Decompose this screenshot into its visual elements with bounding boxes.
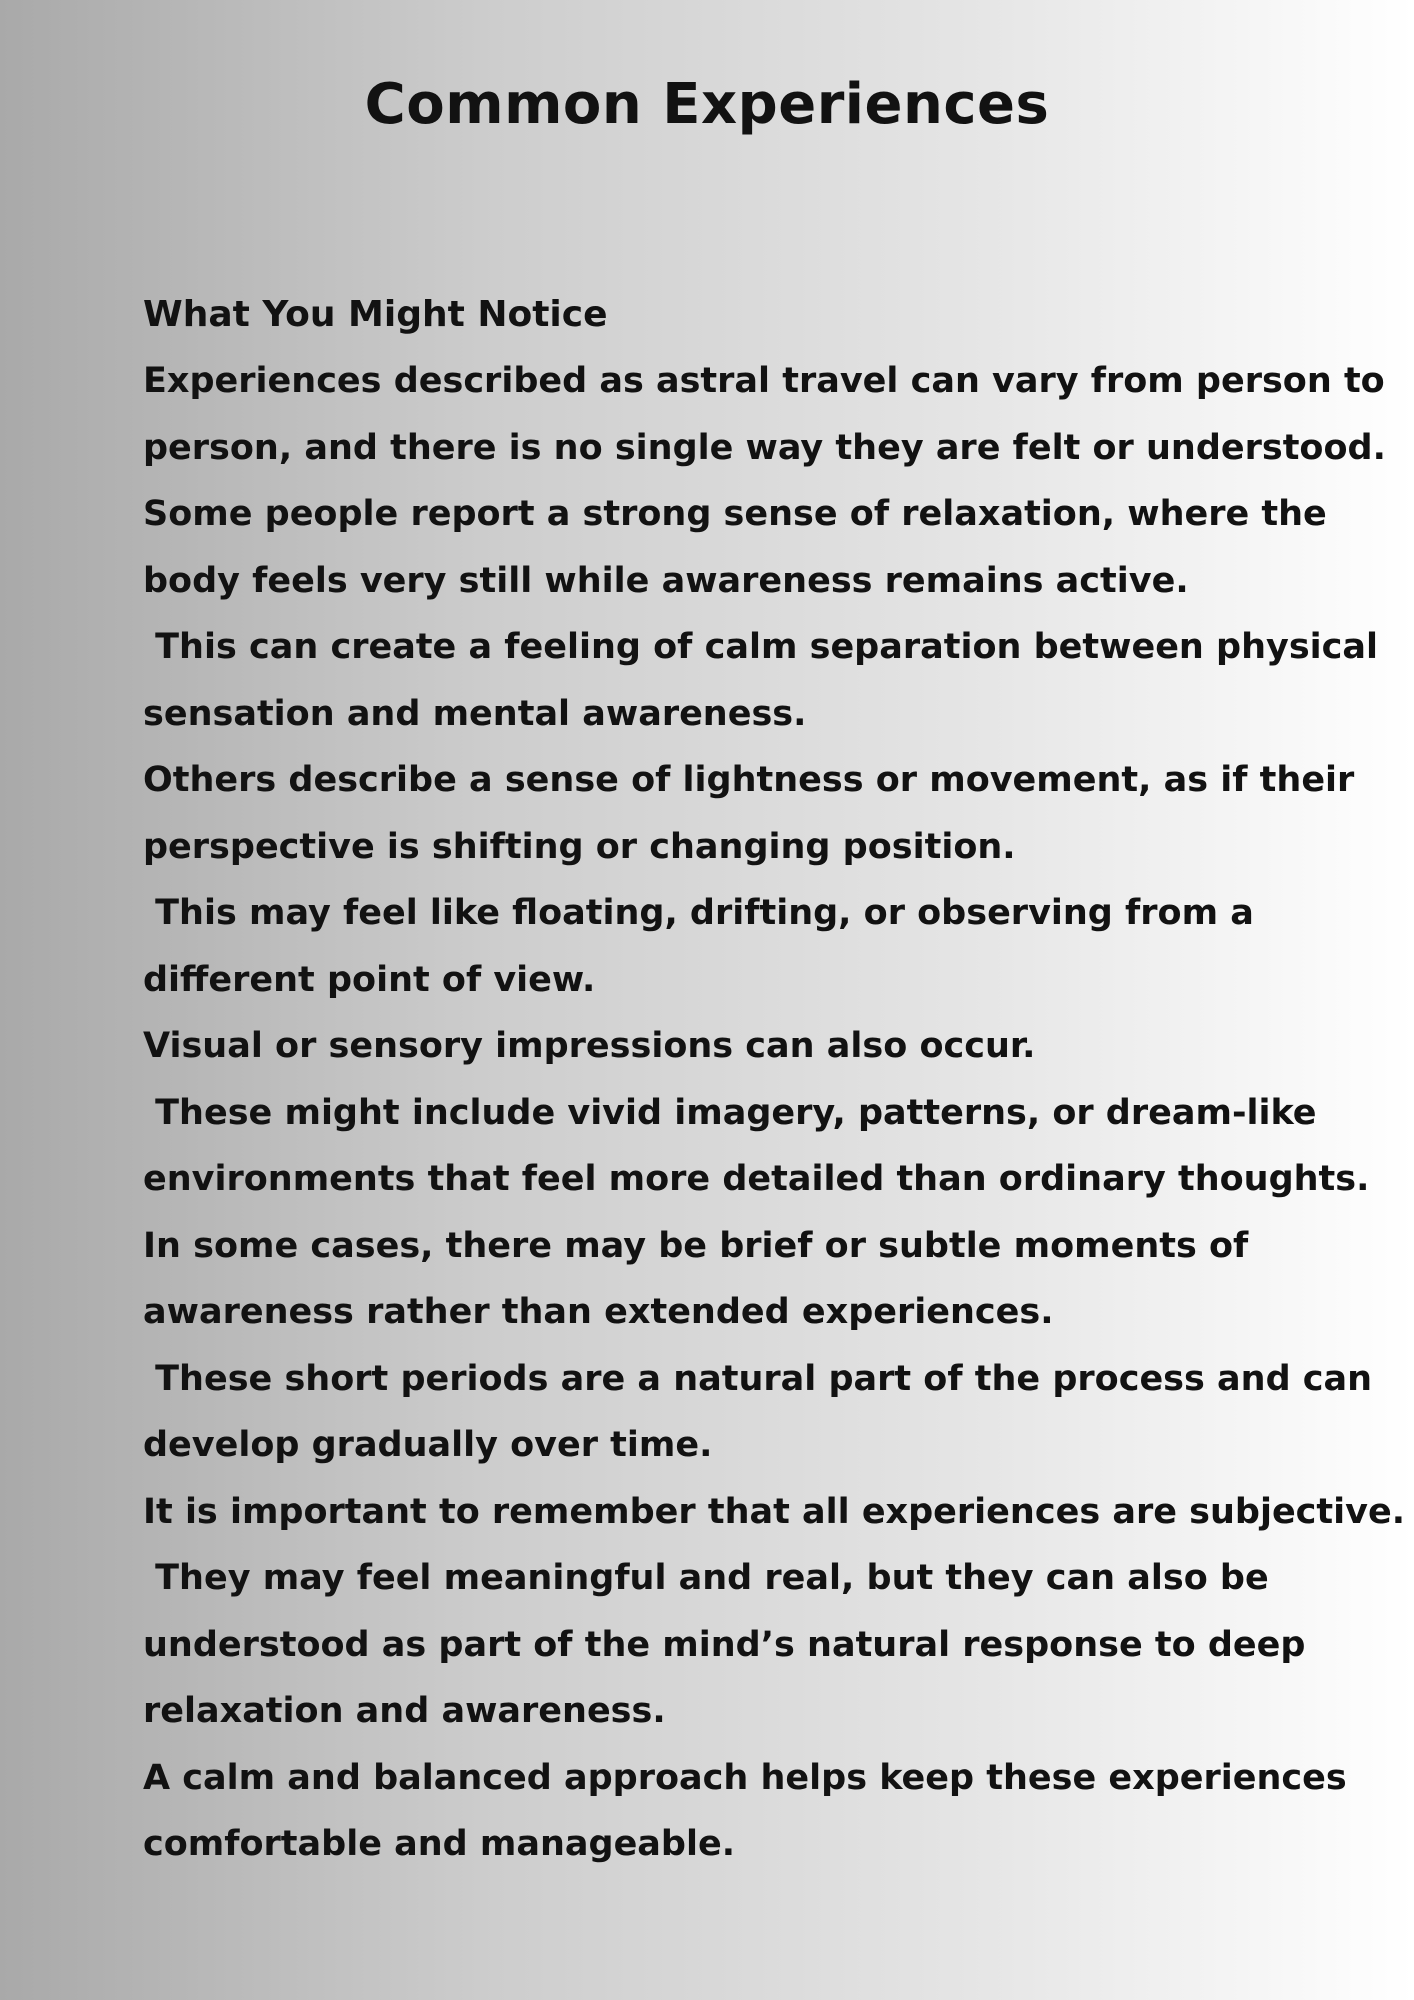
- body-line: A calm and balanced approach helps keep these experiences: [143, 1757, 1347, 1798]
- body-line: environments that feel more detailed than ordinary thoughts.: [143, 1159, 1370, 1199]
- body-line: different point of view.: [143, 959, 596, 1000]
- body-line: Some people report a strong sense of relaxation, where the: [143, 494, 1327, 534]
- body-line: They may feel meaningful and real, but they can also be: [143, 1558, 1269, 1598]
- page-title: Common Experiences: [364, 72, 1050, 137]
- body-line: Others describe a sense of lightness or movement, as if their: [143, 760, 1355, 800]
- body-line: In some cases, there may be brief or subtle moments of: [143, 1225, 1249, 1266]
- body-line: body feels very still while awareness remains active.: [143, 560, 1189, 601]
- document-body: [143, 282, 1405, 1878]
- body-line: awareness rather than extended experiences.: [143, 1292, 1054, 1332]
- body-line: comfortable and manageable.: [143, 1824, 736, 1864]
- body-line: develop gradually over time.: [143, 1425, 713, 1465]
- body-line: Visual or sensory impressions can also occur.: [143, 1026, 1036, 1066]
- body-line: It is important to remember that all experiences are subjective.: [143, 1491, 1405, 1532]
- body-line: sensation and mental awareness.: [143, 693, 807, 734]
- body-line: perspective is shifting or changing position.: [143, 826, 1016, 867]
- body-line: These might include vivid imagery, patterns, or dream-like: [143, 1092, 1317, 1133]
- body-line: understood as part of the mind’s natural response to deep: [143, 1624, 1306, 1665]
- body-line: This may feel like floating, drifting, or observing from a: [143, 893, 1254, 933]
- body-line: person, and there is no single way they are felt or understood.: [143, 427, 1386, 468]
- body-line: Experiences described as astral travel can vary from person to: [143, 361, 1385, 401]
- body-line: These short periods are a natural part of the process and can: [143, 1358, 1373, 1399]
- body-line: This can create a feeling of calm separation between physical: [143, 627, 1379, 667]
- section-heading: What You Might Notice: [143, 294, 608, 335]
- body-line: relaxation and awareness.: [143, 1691, 666, 1731]
